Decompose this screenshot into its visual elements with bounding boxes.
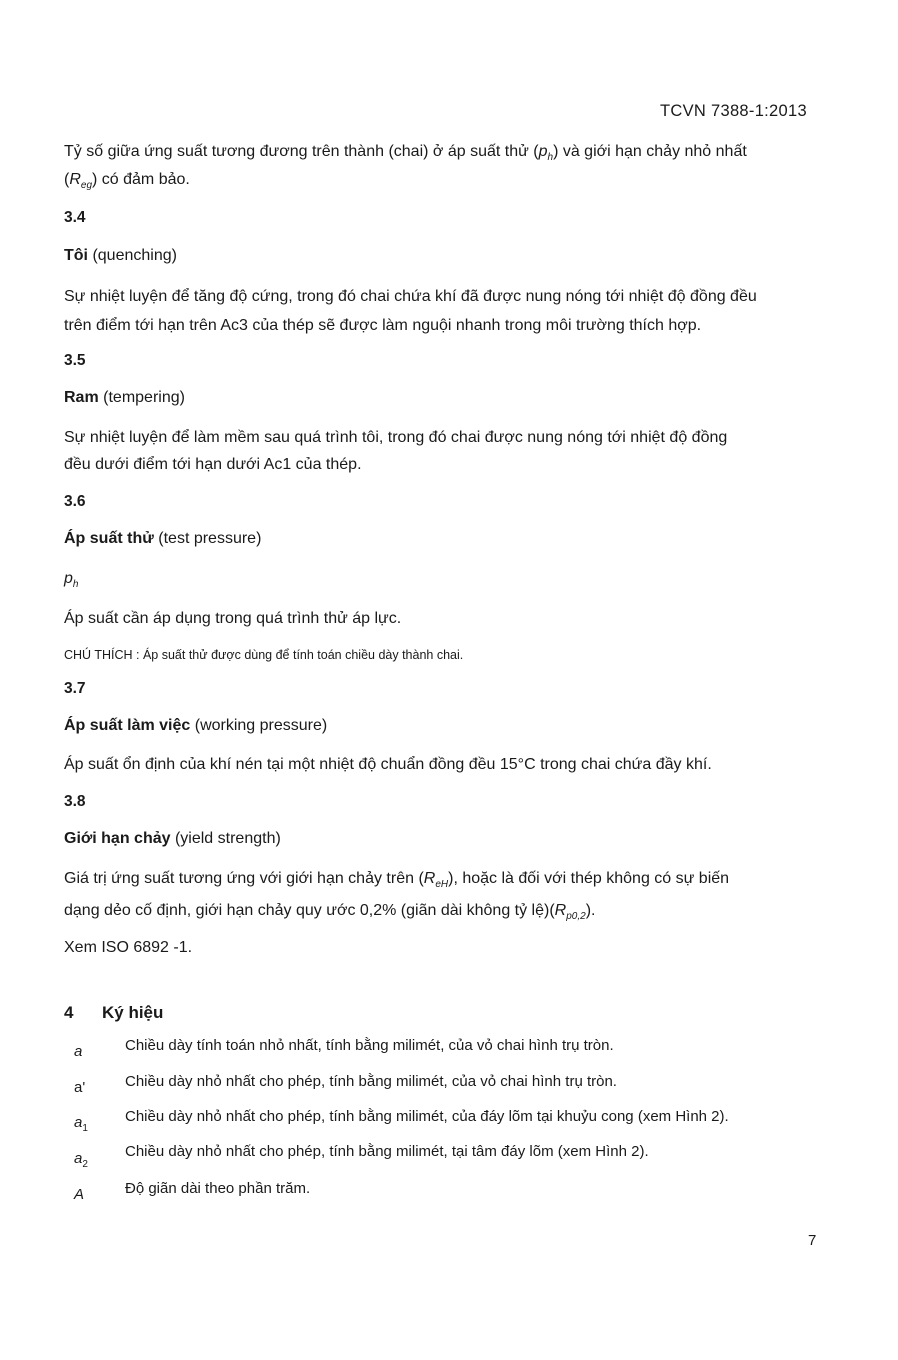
- definition-line: Sự nhiệt luyện để tăng độ cứng, trong đó chai chứa khí đã được nung nóng tới nhiệt độ đồng đều: [64, 288, 757, 305]
- reference-line: Xem ISO 6892 -1.: [64, 939, 193, 956]
- symbol-A: A: [74, 1186, 85, 1203]
- term-name: Tôi: [64, 247, 88, 264]
- symbol-sub: eH: [435, 879, 449, 891]
- term-heading: [64, 389, 185, 407]
- symbol-sub: p0,2: [566, 911, 586, 923]
- symbol-label: [74, 1079, 85, 1096]
- intro-line-2: [64, 171, 190, 191]
- symbol-r: R: [423, 870, 436, 887]
- term-heading: [64, 717, 327, 735]
- symbol-label: [74, 1150, 88, 1170]
- term-name: Ram: [64, 389, 99, 406]
- term-name: Áp suất làm việc: [64, 717, 191, 734]
- note-text: Áp suất thử được dùng để tính toán chiều dày thành chai.: [142, 648, 464, 662]
- definition-line: [64, 870, 729, 890]
- symbol-description: Chiều dày tính toán nhỏ nhất, tính bằng milimét, của vỏ chai hình trụ tròn.: [125, 1037, 614, 1054]
- definition-line: Áp suất ổn định của khí nén tại một nhiệt độ chuẩn đồng đều 15°C trong chai chứa đầy khí.: [64, 756, 712, 773]
- term-heading: [64, 530, 261, 548]
- definition-line: đều dưới điểm tới hạn dưới Ac1 của thép.: [64, 456, 362, 473]
- symbol-description: Độ giãn dài theo phần trăm.: [125, 1180, 311, 1197]
- definition-text: dạng dẻo cố định, giới hạn chảy quy ước 0,2% (giãn dài không tỷ lệ)(: [64, 902, 555, 919]
- symbol-a-prime: a': [74, 1079, 86, 1096]
- clause-number: 3.8: [64, 793, 86, 810]
- definition-line: Sự nhiệt luyện để làm mềm sau quá trình tôi, trong đó chai được nung nóng tới nhiệt độ đồng: [64, 429, 728, 446]
- term-english: (tempering): [103, 389, 185, 406]
- symbol-sub: h: [547, 152, 554, 164]
- term-english: (quenching): [92, 247, 177, 264]
- intro-text: (: [64, 171, 70, 188]
- section-heading: [64, 1003, 163, 1023]
- clause-number: 3.7: [64, 680, 86, 697]
- symbol-a: a: [74, 1150, 83, 1167]
- section-number: 4: [64, 1003, 74, 1022]
- symbol-description: Chiều dày nhỏ nhất cho phép, tính bằng milimét, của vỏ chai hình trụ tròn.: [125, 1073, 617, 1090]
- document-code: TCVN 7388-1:2013: [660, 102, 807, 120]
- page-number: 7: [808, 1232, 817, 1249]
- symbol-a: a: [74, 1114, 83, 1131]
- term-english: (yield strength): [174, 830, 281, 847]
- term-english: (test pressure): [158, 530, 262, 547]
- term-name: Áp suất thử: [64, 530, 154, 547]
- symbol-label: [74, 1043, 82, 1060]
- section-title: Ký hiệu: [102, 1003, 164, 1022]
- intro-text: ) có đảm bảo.: [92, 171, 190, 188]
- note: [64, 648, 463, 662]
- term-name: Giới hạn chảy: [64, 830, 171, 847]
- symbol-sub: h: [72, 579, 79, 591]
- clause-number: 3.4: [64, 209, 86, 226]
- symbol-a: a: [74, 1043, 83, 1060]
- term-heading: [64, 830, 281, 848]
- symbol-p: p: [538, 143, 548, 160]
- symbol-sub: eg: [80, 180, 93, 192]
- definition-line: trên điểm tới hạn trên Ac3 của thép sẽ được làm nguội nhanh trong môi trường thích hợp.: [64, 317, 702, 334]
- term-symbol: [64, 570, 78, 590]
- symbol-p: p: [64, 570, 73, 587]
- symbol-description: Chiều dày nhỏ nhất cho phép, tính bằng milimét, của đáy lõm tại khuỷu cong (xem Hình 2).: [125, 1108, 729, 1125]
- definition-line: [64, 902, 595, 922]
- clause-number: 3.5: [64, 352, 86, 369]
- definition-text: ).: [585, 902, 596, 919]
- symbol-sub: 2: [82, 1159, 88, 1170]
- intro-text: ) và giới hạn chảy nhỏ nhất: [553, 143, 747, 160]
- intro-line-1: [64, 143, 747, 163]
- symbol-r: R: [69, 171, 81, 188]
- symbol-label: [74, 1114, 88, 1134]
- symbol-r: R: [554, 902, 567, 919]
- term-english: (working pressure): [194, 717, 328, 734]
- symbol-sub: 1: [82, 1123, 88, 1134]
- definition-text: ), hoặc là đối với thép không có sự biến: [448, 870, 730, 887]
- definition-line: Áp suất cần áp dụng trong quá trình thử áp lực.: [64, 610, 402, 627]
- note-label: CHÚ THÍCH :: [64, 648, 140, 662]
- term-heading: [64, 247, 177, 265]
- definition-text: Giá trị ứng suất tương ứng với giới hạn chảy trên (: [64, 870, 424, 887]
- symbol-label: [74, 1186, 84, 1203]
- clause-number: 3.6: [64, 493, 86, 510]
- intro-text: Tỷ số giữa ứng suất tương đương trên thành (chai) ở áp suất thử (: [64, 143, 539, 160]
- symbol-description: Chiều dày nhỏ nhất cho phép, tính bằng milimét, tại tâm đáy lõm (xem Hình 2).: [125, 1143, 649, 1160]
